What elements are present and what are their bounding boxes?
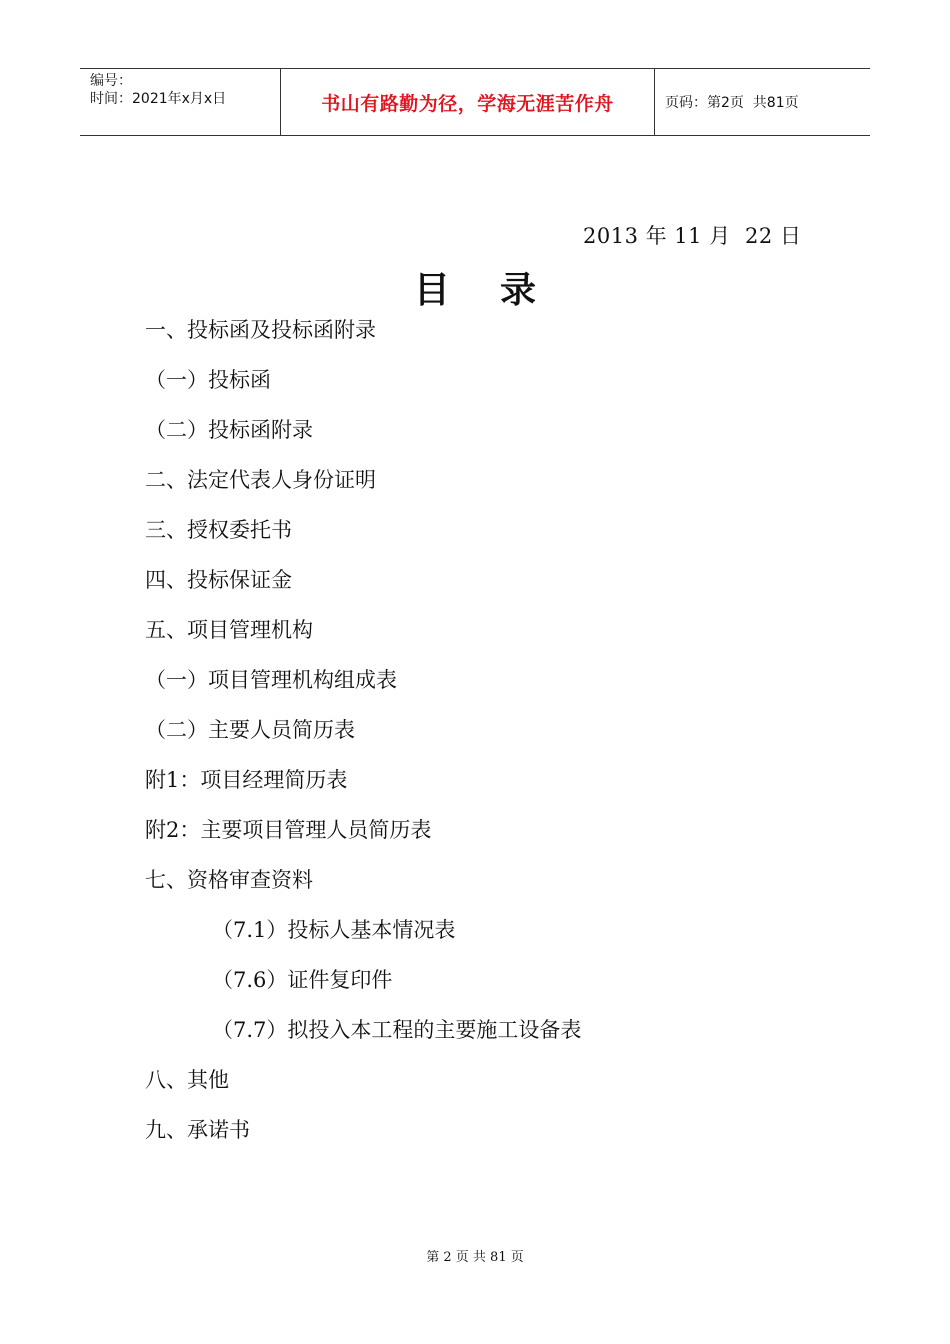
header-meta-cell — [80, 69, 281, 135]
toc-item: （一）项目管理机构组成表 — [145, 668, 397, 692]
document-date: 2013 年 11 月 22 日 — [583, 224, 802, 248]
toc-item: （二）投标函附录 — [145, 418, 313, 442]
toc-item: 五、项目管理机构 — [145, 618, 313, 642]
toc-item: （二）主要人员简历表 — [145, 718, 355, 742]
toc-item: （一）投标函 — [145, 368, 271, 392]
page-header — [80, 68, 870, 136]
toc-item: 八、其他 — [145, 1068, 229, 1092]
toc-item: （7.1）投标人基本情况表 — [212, 918, 456, 942]
header-page-cell — [655, 69, 870, 135]
toc-item: 七、资格审查资料 — [145, 868, 313, 892]
number-label: 编号： — [90, 73, 132, 89]
motto: 书山有路勤为径，学海无涯苦作舟 — [321, 92, 614, 115]
toc-item: 二、法定代表人身份证明 — [145, 468, 376, 492]
toc-item: 三、授权委托书 — [145, 518, 292, 542]
toc-item: （7.6）证件复印件 — [212, 968, 393, 992]
toc-item: （7.7）拟投入本工程的主要施工设备表 — [212, 1018, 582, 1042]
page-title: 目 录 — [413, 270, 537, 311]
toc-item: 附1：项目经理简历表 — [145, 768, 348, 792]
time-label: 时间：2021年x月x日 — [90, 91, 227, 107]
toc-item: 附2：主要项目管理人员简历表 — [145, 818, 432, 842]
page-info: 页码：第2页 共81页 — [665, 95, 799, 111]
toc-item: 九、承诺书 — [145, 1118, 250, 1142]
header-motto-cell — [281, 69, 655, 135]
toc-item: 一、投标函及投标函附录 — [145, 318, 376, 342]
page-footer: 第 2 页 共 81 页 — [426, 1250, 524, 1265]
toc-item: 四、投标保证金 — [145, 568, 292, 592]
